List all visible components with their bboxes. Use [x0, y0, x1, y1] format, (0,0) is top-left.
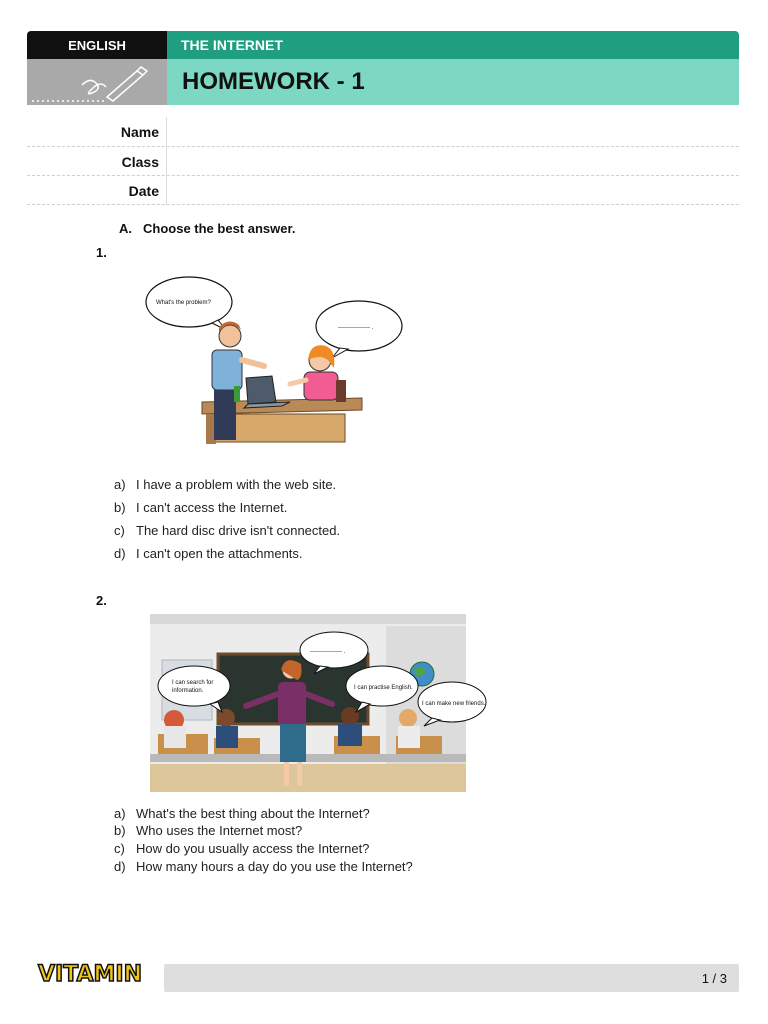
option-text: I have a problem with the web site. — [136, 477, 337, 492]
field-class-label: Class — [121, 154, 159, 170]
field-name-label: Name — [120, 124, 159, 140]
option-text: I can't open the attachments. — [136, 546, 303, 561]
option-text: What's the best thing about the Internet? — [136, 806, 370, 821]
page-title: HOMEWORK - 1 — [167, 59, 739, 105]
question-1-option-d[interactable] — [114, 546, 303, 561]
question-1-option-b[interactable] — [114, 500, 287, 515]
field-separator — [166, 117, 167, 205]
option-letter: d) — [114, 546, 126, 561]
bubble-left-text-2: information. — [172, 688, 204, 694]
option-letter: c) — [114, 523, 125, 538]
footer-page-bar — [164, 964, 739, 992]
question-2-number: 2. — [96, 593, 107, 608]
option-text: Who uses the Internet most? — [136, 823, 303, 838]
question-1-illustration — [140, 268, 410, 446]
subject-label: ENGLISH — [27, 31, 167, 59]
question-2-illustration — [150, 614, 486, 792]
bubble-2-text: ---------------- . — [338, 325, 374, 331]
section-instruction: Choose the best answer. — [143, 221, 296, 236]
field-date-label: Date — [128, 183, 159, 199]
bubble-1-text: What's the problem? — [156, 300, 211, 306]
question-1-option-c[interactable] — [114, 523, 340, 538]
bubble-right-text: I can practise English. — [354, 685, 413, 691]
topic-label: THE INTERNET — [167, 31, 739, 59]
option-text: The hard disc drive isn't connected. — [136, 523, 341, 538]
bubble-far-right-text: I can make new friends. — [422, 701, 486, 707]
option-letter: a) — [114, 806, 126, 821]
bubble-left-text-1: I can search for — [172, 680, 214, 686]
question-2-option-c[interactable] — [114, 841, 369, 856]
question-1-option-a[interactable] — [114, 477, 336, 492]
field-divider — [27, 204, 739, 205]
page-number: 1 / 3 — [701, 970, 727, 986]
option-text: How many hours a day do you use the Internet? — [136, 859, 413, 874]
option-letter: d) — [114, 859, 126, 874]
option-letter: a) — [114, 477, 126, 492]
option-letter: b) — [114, 823, 126, 838]
bubble-center-text: ---------------- . — [310, 649, 346, 655]
field-divider — [27, 146, 739, 147]
option-text: I can't access the Internet. — [136, 500, 288, 515]
field-divider — [27, 175, 739, 176]
header-pen-panel — [27, 59, 167, 105]
option-text: How do you usually access the Internet? — [136, 841, 370, 856]
pen-writing-icon — [27, 59, 167, 105]
vitamin-logo: VITAMIN — [38, 962, 143, 987]
question-2-option-a[interactable] — [114, 806, 370, 821]
option-letter: b) — [114, 500, 126, 515]
section-letter: A. — [119, 221, 132, 236]
question-1-number: 1. — [96, 245, 107, 260]
question-2-option-d[interactable] — [114, 859, 413, 874]
question-2-option-b[interactable] — [114, 823, 302, 838]
option-letter: c) — [114, 841, 125, 856]
